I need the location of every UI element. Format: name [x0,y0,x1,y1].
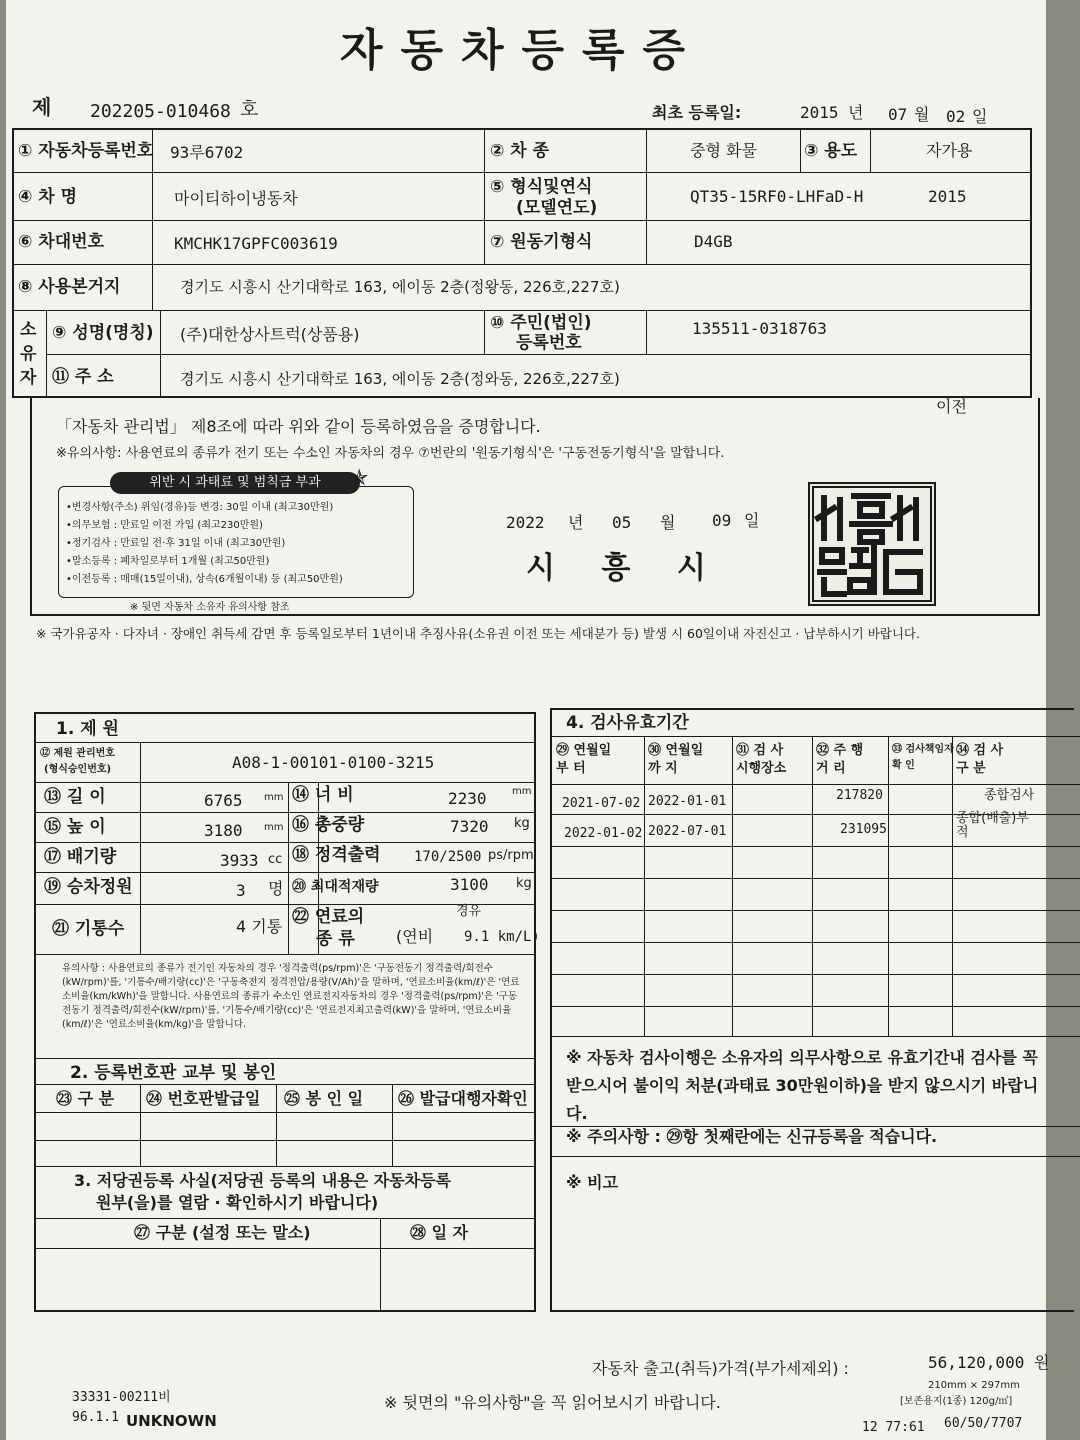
penalty-item: •변경사항(주소) 위임(경유)등 변경: 30일 이내 (최고30만원) [66,502,334,513]
insp-row1-mileage: 217820 [836,788,883,803]
star-icon: ✯ [350,466,369,491]
gross-weight-unit: kg [514,816,530,831]
length-unit: mm [264,792,284,803]
penalty-title: 위반 시 과태료 및 범칙금 부과 [110,472,360,494]
insp-row1-type: 종합검사 [984,788,1035,803]
plate-col-type: ㉓ 구 분 [56,1089,115,1108]
issue-year-unit: 년 [568,513,584,532]
usage-label: ③ 용도 [804,141,858,161]
spec-note: 유의사항 : 사용연료의 종류가 전기인 자동차의 경우 '정격출력(ps/rpm)'은 '구동전동기 정격출력/회전수(kW/rpm)'를, '기통수/배기량(cc)'은 '구동축전지 정격전압/용량(V/Ah)'을 말하며, '연료소비율(km/ℓ)'은 '연료소비율(km/kWh)'을 말합니다. 사용연료의 종류가 수소인 연료전지자동차의 경우 '정격출력(ps/rpm)'은 '구동전동기 정격출력/회전수(kW/rpm)'를, '기통수/배기량(cc)'은 '연료전지최고출력(kW)'을 말하며, '연료소비율(km/ℓ)'은 '연료소비율(km/kg)'을 말합니다. [62,963,520,1030]
insp-row2-from: 2022-01-02 [564,826,643,841]
issue-year: 2022 [506,513,545,532]
inspection-obligation: ※ 자동차 검사이행은 소유자의 의무사항으로 유효기간내 검사를 꼭 받으시어 불이익 처분(과태료 30만원이하)을 받지 않으시기 바랍니다. [566,1048,1039,1123]
length-label: ⑬ 길 이 [44,787,106,807]
inspection-heading: 4. 검사유효기간 [566,713,689,733]
transfer-mark: 이전 [936,397,967,416]
spec-id-label-2: (형식승인번호) [44,764,112,775]
cylinders-label: ㉑ 기통수 [52,919,125,939]
vin-value: KMCHK17GPFC003619 [174,234,338,253]
model-year-value: 2015 [928,187,967,206]
reg-number-value: 93루6702 [170,143,244,162]
unknown-stamp: UNKNOWN [126,1412,217,1430]
plate-col-seal-date: ㉕ 봉 인 일 [284,1089,364,1108]
insp-row1-from: 2021-07-02 [562,796,641,811]
height-label: ⑮ 높 이 [44,817,106,837]
height-unit: mm [264,822,284,833]
lien-col-type: ㉗ 구분 (설정 또는 말소) [134,1223,311,1242]
fuel-label-1: ㉒ 연료의 [292,907,365,927]
plate-col-agent: ㉖ 발급대행자확인 [398,1089,528,1108]
fuel-label-2: 종 류 [316,929,355,949]
seating-value: 3 [236,881,246,900]
seating-unit: 명 [268,879,284,898]
first-reg-year: 2015 [800,103,839,122]
vehicle-class-value: 중형 화물 [690,141,757,160]
insp-col-type: ㉞ 검 사 구 분 [956,743,1004,776]
max-load-unit: kg [516,876,532,891]
plate-col-issue-date: ㉔ 번호판발급일 [146,1089,261,1108]
insp-col-officer: ㉝ 검사책임자 확 인 [892,744,954,771]
vehicle-name-value: 마이티하이냉동차 [174,189,298,208]
model-label-1: ⑤ 형식및연식 [490,177,593,197]
paper-size: 210mm × 297mm [928,1380,1020,1391]
gross-weight-value: 7320 [450,817,489,836]
paper-type: [보존용지(1종) 120g/㎡] [900,1396,1013,1407]
serial-1: 12 77:61 [862,1420,925,1435]
vehicle-name-label: ④ 차 명 [18,187,78,207]
displacement-unit: cc [268,852,283,867]
max-load-label: ⑳ 최대적재량 [292,879,379,895]
owner-name-label: ⑨ 성명(명칭) [52,323,154,343]
corp-id-label-2: 등록번호 [516,333,582,353]
insp-col-place: ㉛ 검 사 시행장소 [736,743,787,776]
first-reg-year-unit: 년 [848,103,864,122]
issue-day: 09 [712,511,732,530]
model-label-2: (모델연도) [516,198,598,218]
owner-side-label: 소유자 [20,320,37,388]
spec-heading: 1. 제 원 [56,719,119,739]
corp-id-label-1: ⑩ 주민(법인) [490,313,592,333]
first-reg-month: 07 [888,105,908,124]
displacement-label: ⑰ 배기량 [44,847,117,867]
base-address-value: 경기도 시흥시 산기대학로 163, 에이동 2층(정왕동, 226호,227호) [180,278,620,296]
fuel-type-value: 경유 [456,904,482,919]
lien-heading-1: 3. 저당권등록 사실(저당권 등록의 내용은 자동차등록 [74,1171,451,1190]
fuel-efficiency-label: (연비 [396,927,434,946]
width-label: ⑭ 너 비 [292,785,354,805]
engine-type-value: D4GB [694,232,733,251]
read-back-note: ※ 뒷면의 "유의사항"을 꼭 읽어보시기 바랍니다. [384,1393,721,1412]
lien-col-date: ㉘ 일 자 [410,1223,469,1242]
first-reg-label: 최초 등록일: [652,103,742,122]
fuel-notice: ※유의사항: 사용연료의 종류가 전기 또는 수소인 자동차의 경우 ⑦번란의 '원동기형식'은 '구동전동기형식'을 말합니다. [56,446,725,461]
tax-footnote: ※ 국가유공자 · 다자녀 · 장애인 취득세 감면 후 등록일로부터 1년이내 추징사유(소유권 이전 또는 세대분가 등) 발생 시 60일이내 자진신고 · 납부하시기 바랍니다. [36,626,920,641]
owner-address-value: 경기도 시흥시 산기대학로 163, 에이동 2층(정와동, 226호,227호) [180,370,620,388]
official-seal [808,482,936,606]
plate-heading: 2. 등록번호판 교부 및 봉인 [70,1063,277,1083]
vin-label: ⑥ 차대번호 [18,232,104,252]
seating-label: ⑲ 승차정원 [44,877,133,897]
reg-number-label: ① 자동차등록번호 [18,141,154,161]
gross-weight-label: ⑯ 총중량 [292,815,365,835]
insp-col-to: ㉚ 연월일 까 지 [648,743,704,776]
first-reg-month-unit: 월 [914,105,930,124]
fuel-efficiency-value: 9.1 km/L) [464,929,540,945]
insp-row2-type: 종합(배출)부적 [956,811,1029,840]
corp-id-value: 135511-0318763 [692,319,827,338]
base-address-label: ⑧ 사용본거지 [18,277,121,297]
registration-table [12,128,1032,398]
insp-row1-to: 2022-01-01 [648,794,727,809]
certification-statement: 「자동차 관리법」 제8조에 따라 위와 같이 등록하였음을 증명합니다. [56,417,541,436]
max-load-value: 3100 [450,875,489,894]
rated-output-label: ⑱ 정격출력 [292,845,381,865]
price-value: 56,120,000 원 [928,1353,1050,1372]
document-title: 자동차등록증 [340,25,704,76]
back-note: ※ 뒷면 자동차 소유자 유의사항 참조 [130,602,290,613]
penalty-item: •의무보험 : 만료일 이전 가입 (최고230만원) [66,520,263,531]
insp-col-from: ㉙ 연월일 부 터 [556,743,612,776]
penalty-item: •정기검사 : 만료일 전·후 31일 이내 (최고30만원) [66,538,286,549]
seal-mark-icon [814,488,930,600]
doc-no-label: 제 [32,95,52,119]
issuer-name: 시 흥 시 [526,551,724,586]
doc-no-value: 202205-010468 [90,101,231,122]
issue-month: 05 [612,513,632,532]
length-value: 6765 [204,791,243,810]
owner-name-value: (주)대한상사트럭(상품용) [180,325,360,344]
engine-type-label: ⑦ 원동기형식 [490,232,593,252]
width-value: 2230 [448,789,487,808]
spec-id-value: A08-1-00101-0100-3215 [232,753,435,772]
owner-address-label: ⑪ 주 소 [52,367,114,387]
rated-output-value: 170/2500 [414,849,482,865]
doc-code: 33331-00211비 [72,1390,171,1405]
inspection-caution: ※ 주의사항 : ㉙항 첫째란에는 신규등록을 적습니다. [566,1127,938,1146]
doc-no-suffix: 호 [240,98,259,120]
rated-output-unit: ps/rpm [488,848,534,863]
insp-row2-to: 2022-07-01 [648,824,727,839]
usage-value: 자가용 [926,141,973,160]
issue-month-unit: 월 [660,513,676,532]
issue-day-unit: 일 [744,511,760,530]
price-label: 자동차 출고(취득)가격(부가세제외) : [592,1359,849,1378]
cylinders-value: 4 기통 [236,917,283,936]
first-reg-day-unit: 일 [972,107,988,126]
doc-code-2: 96.1.1 [72,1410,119,1425]
insp-col-mileage: ㉜ 주 행 거 리 [816,743,864,776]
serial-2: 60/50/7707 [944,1416,1023,1431]
penalty-item: •이전등록 : 매매(15일이내), 상속(6개월이내) 등 (최고50만원) [66,574,343,585]
inspection-remarks: ※ 비고 [566,1173,619,1192]
height-value: 3180 [204,821,243,840]
insp-row2-mileage: 231095 [840,822,887,837]
penalty-item: •말소등록 : 폐차일로부터 1개월 (최고50만원) [66,556,270,567]
width-unit: mm [512,786,532,797]
spec-id-label-1: ⑫ 제원 관리번호 [40,748,115,759]
vehicle-class-label: ② 차 종 [490,141,550,161]
first-reg-day: 02 [946,107,966,126]
model-value: QT35-15RF0-LHFaD-H [690,187,864,206]
displacement-value: 3933 [220,851,259,870]
lien-heading-2: 원부(을)를 열람 · 확인하시기 바랍니다) [96,1193,379,1212]
